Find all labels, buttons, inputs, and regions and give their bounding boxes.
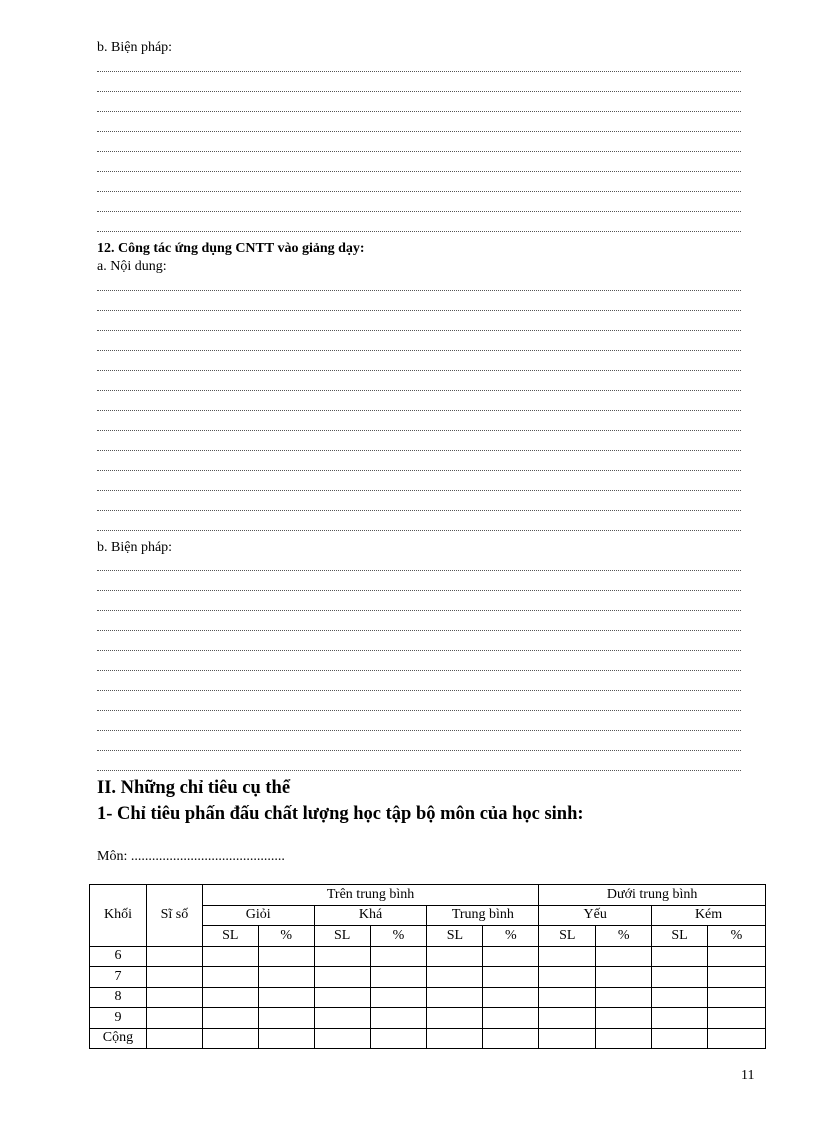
header-pct: % [483, 926, 539, 947]
table-row [90, 1008, 766, 1029]
header-sl: SL [202, 926, 258, 947]
header-kem: Kém [652, 905, 766, 926]
part-2-subheading: 1- Chỉ tiêu phấn đấu chất lượng học tập bộ môn của học sinh: [97, 804, 584, 824]
header-pct: % [596, 926, 652, 947]
table-row [90, 1028, 766, 1049]
table-row [90, 946, 766, 967]
row-label: 7 [90, 967, 147, 988]
section-b-label: b. Biện pháp: [97, 40, 173, 55]
header-gioi: Giỏi [202, 905, 314, 926]
table-row [90, 967, 766, 988]
header-above-average: Trên trung bình [202, 885, 538, 906]
header-pct: % [258, 926, 314, 947]
row-label: Cộng [90, 1028, 147, 1049]
header-sl: SL [314, 926, 370, 947]
grade-targets-table [89, 884, 766, 1049]
subject-label: Môn: ............................................ [97, 849, 285, 864]
table-row [90, 987, 766, 1008]
header-sl: SL [427, 926, 483, 947]
table-header-row-1 [90, 885, 766, 906]
header-below-average: Dưới trung bình [539, 885, 766, 906]
part-2-heading: II. Những chỉ tiêu cụ thể [97, 778, 291, 798]
header-pct: % [708, 926, 766, 947]
row-label: 6 [90, 946, 147, 967]
header-sl: SL [652, 926, 708, 947]
header-sl: SL [539, 926, 596, 947]
header-siso: Sĩ số [146, 885, 202, 947]
row-label: 8 [90, 987, 147, 1008]
header-yeu: Yếu [539, 905, 652, 926]
page-number: 11 [741, 1068, 755, 1083]
item-12-sub-b: b. Biện pháp: [97, 540, 173, 555]
header-trung-binh: Trung bình [427, 905, 539, 926]
header-pct: % [370, 926, 427, 947]
header-khoi: Khối [90, 885, 147, 947]
item-12-sub-a: a. Nội dung: [97, 259, 167, 274]
row-label: 9 [90, 1008, 147, 1029]
header-kha: Khá [314, 905, 427, 926]
item-12-heading: 12. Công tác ứng dụng CNTT vào giảng dạy: [97, 241, 365, 256]
